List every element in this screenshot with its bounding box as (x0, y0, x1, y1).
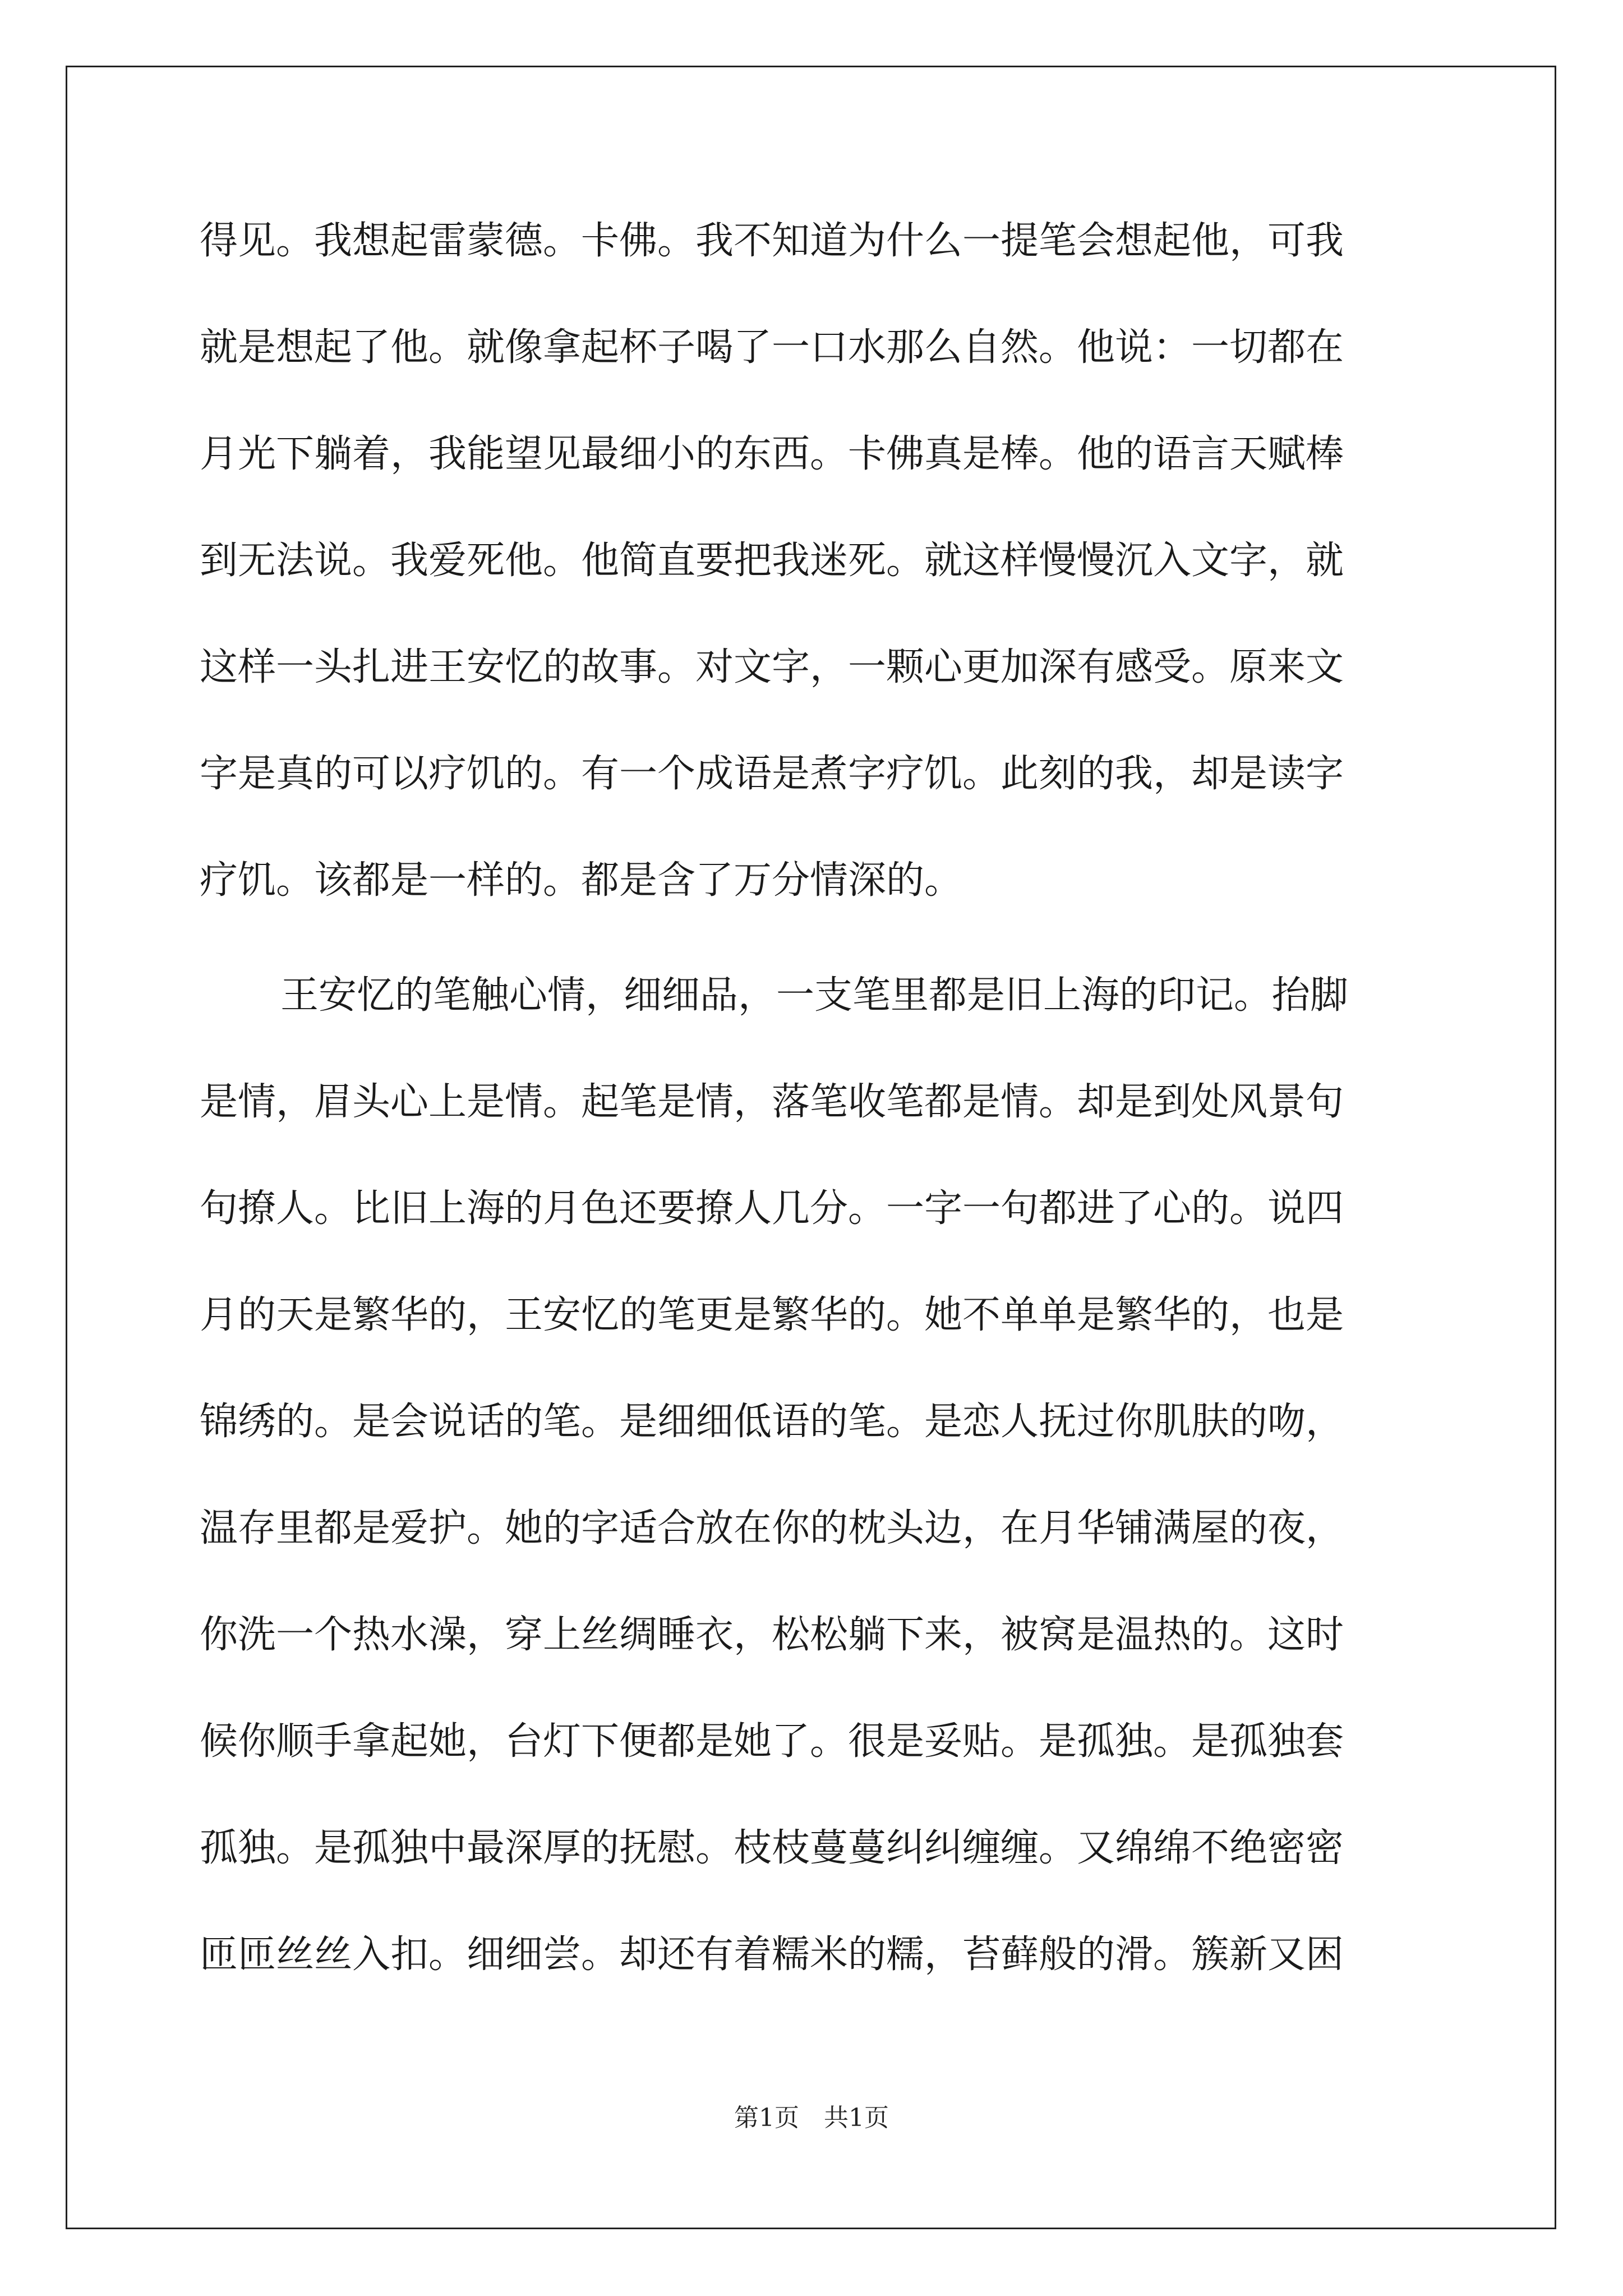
text-line: 句撩人。比旧上海的月色还要撩人几分。一字一句都进了心的。说四 (200, 1186, 1344, 1231)
text-line: 你洗一个热水澡，穿上丝绸睡衣，松松躺下来，被窝是温热的。这时 (200, 1613, 1344, 1657)
text-line: 就是想起了他。就像拿起杯子喝了一口水那么自然。他说：一切都在 (200, 325, 1344, 370)
text-line: 温存里都是爱护。她的字适合放在你的枕头边，在月华铺满屋的夜， (200, 1506, 1344, 1550)
text-line: 到无法说。我爱死他。他简直要把我迷死。就这样慢慢沉入文字，就 (200, 539, 1344, 583)
text-line: 孤独。是孤独中最深厚的抚慰。枝枝蔓蔓纠纠缠缠。又绵绵不绝密密 (200, 1826, 1344, 1870)
text-line: 是情，眉头心上是情。起笔是情，落笔收笔都是情。却是到处风景句 (200, 1080, 1344, 1124)
text-line: 得见。我想起雷蒙德。卡佛。我不知道为什么一提笔会想起他，可我 (200, 219, 1344, 263)
text-line: 疗饥。该都是一样的。都是含了万分情深的。 (200, 858, 963, 903)
text-line: 月光下躺着，我能望见最细小的东西。卡佛真是棒。他的语言天赋棒 (200, 432, 1344, 476)
text-line-indented: 王安忆的笔触心情，细细品，一支笔里都是旧上海的印记。抬脚 (280, 973, 1349, 1018)
text-line: 字是真的可以疗饥的。有一个成语是煮字疗饥。此刻的我，却是读字 (200, 752, 1344, 796)
text-line: 匝匝丝丝入扣。细细尝。却还有着糯米的糯，苔藓般的滑。簇新又困 (200, 1932, 1344, 1977)
text-line: 月的天是繁华的，王安忆的笔更是繁华的。她不单单是繁华的，也是 (200, 1293, 1344, 1337)
text-line: 锦绣的。是会说话的笔。是细细低语的笔。是恋人抚过你肌肤的吻， (200, 1400, 1344, 1444)
page-border (66, 66, 1556, 2229)
text-line: 候你顺手拿起她，台灯下便都是她了。很是妥贴。是孤独。是孤独套 (200, 1719, 1344, 1764)
page-number-footer: 第1页 共1页 (734, 2104, 889, 2132)
text-line: 这样一头扎进王安忆的故事。对文字，一颗心更加深有感受。原来文 (200, 645, 1344, 689)
